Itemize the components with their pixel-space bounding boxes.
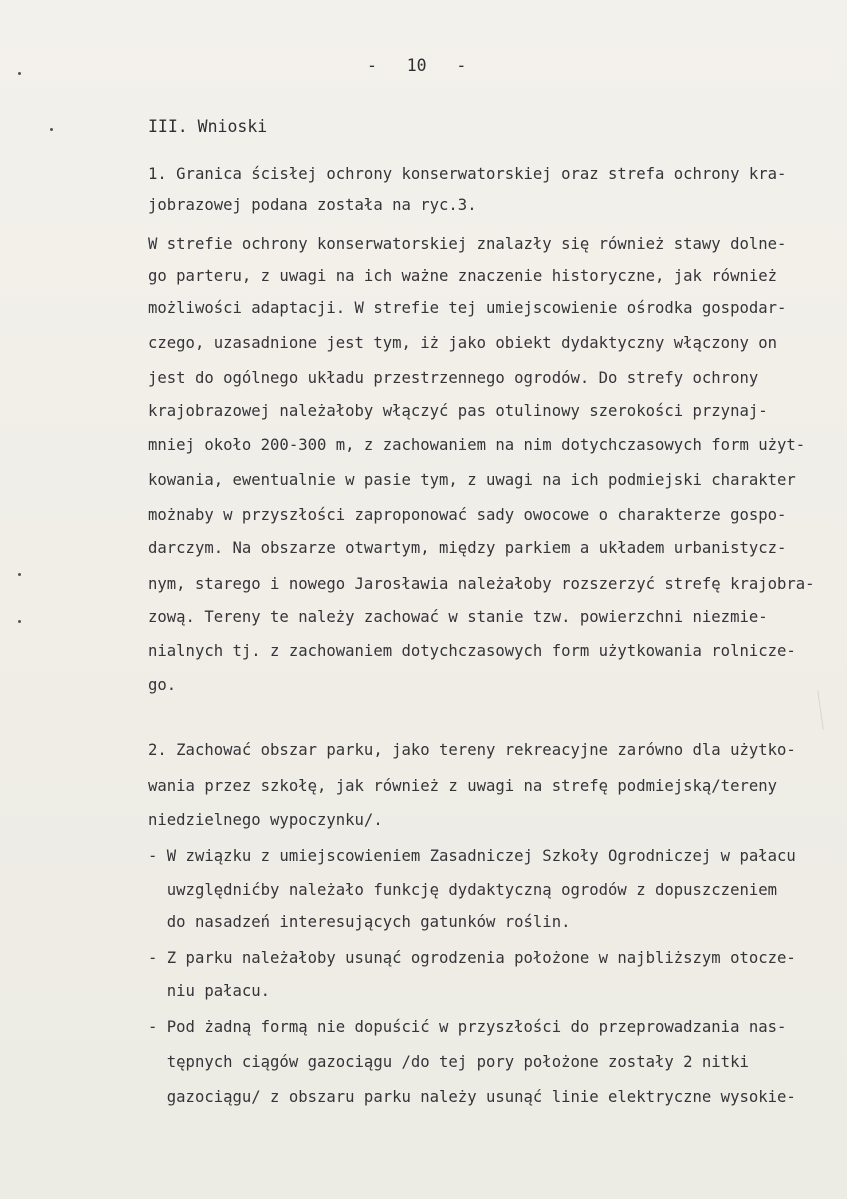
text-line: gazociągu/ z obszaru parku należy usunąć linie elektryczne wysokie- <box>148 1088 796 1106</box>
text-line: - Pod żadną formą nie dopuścić w przyszłości do przeprowadzania nas- <box>148 1018 787 1036</box>
paper-crease <box>817 690 824 730</box>
text-line: - W związku z umiejscowieniem Zasadniczej Szkoły Ogrodniczej w pałacu <box>148 847 796 865</box>
text-line: mniej około 200-300 m, z zachowaniem na nim dotychczasowych form użyt- <box>148 436 806 454</box>
edge-mark <box>18 72 21 75</box>
text-line: tępnych ciągów gazociągu /do tej pory położone zostały 2 nitki <box>148 1053 749 1071</box>
text-line: czego, uzasadnione jest tym, iż jako obiekt dydaktyczny włączony on <box>148 334 778 352</box>
edge-mark <box>18 620 21 623</box>
section-heading: III. Wnioski <box>148 117 268 136</box>
text-line: możnaby w przyszłości zaproponować sady owocowe o charakterze gospo- <box>148 506 787 524</box>
text-line: jest do ogólnego układu przestrzennego ogrodów. Do strefy ochrony <box>148 369 759 387</box>
text-line: wania przez szkołę, jak również z uwagi na strefę podmiejską/tereny <box>148 777 778 795</box>
text-line: 1. Granica ścisłej ochrony konserwatorskiej oraz strefa ochrony kra- <box>148 165 787 183</box>
text-line: - Z parku należałoby usunąć ogrodzenia położone w najbliższym otocze- <box>148 949 796 967</box>
text-line: nym, starego i nowego Jarosławia należałoby rozszerzyć strefę krajobra- <box>148 575 815 593</box>
text-line: do nasadzeń interesujących gatunków roślin. <box>148 913 571 931</box>
text-line: go parteru, z uwagi na ich ważne znaczenie historyczne, jak również <box>148 267 778 285</box>
text-line: zową. Tereny te należy zachować w stanie tzw. powierzchni niezmie- <box>148 608 768 626</box>
text-line: W strefie ochrony konserwatorskiej znalazły się również stawy dolne- <box>148 235 787 253</box>
text-line: niedzielnego wypoczynku/. <box>148 811 383 829</box>
text-line: możliwości adaptacji. W strefie tej umiejscowienie ośrodka gospodar- <box>148 299 787 317</box>
text-line: kowania, ewentualnie w pasie tym, z uwagi na ich podmiejski charakter <box>148 471 796 489</box>
text-line: go. <box>148 676 177 694</box>
text-line: darczym. Na obszarze otwartym, między parkiem a układem urbanistycz- <box>148 539 787 557</box>
edge-mark <box>50 128 53 131</box>
page-number: - 10 - <box>367 56 467 75</box>
text-line: krajobrazowej należałoby włączyć pas otulinowy szerokości przynaj- <box>148 402 768 420</box>
text-line: 2. Zachować obszar parku, jako tereny rekreacyjne zarówno dla użytko- <box>148 741 796 759</box>
text-line: nialnych tj. z zachowaniem dotychczasowych form użytkowania rolnicze- <box>148 642 796 660</box>
edge-mark <box>18 573 21 576</box>
text-line: uwzględnićby należało funkcję dydaktyczną ogrodów z dopuszczeniem <box>148 881 778 899</box>
text-line: jobrazowej podana została na ryc.3. <box>148 196 477 214</box>
text-line: niu pałacu. <box>148 982 271 1000</box>
